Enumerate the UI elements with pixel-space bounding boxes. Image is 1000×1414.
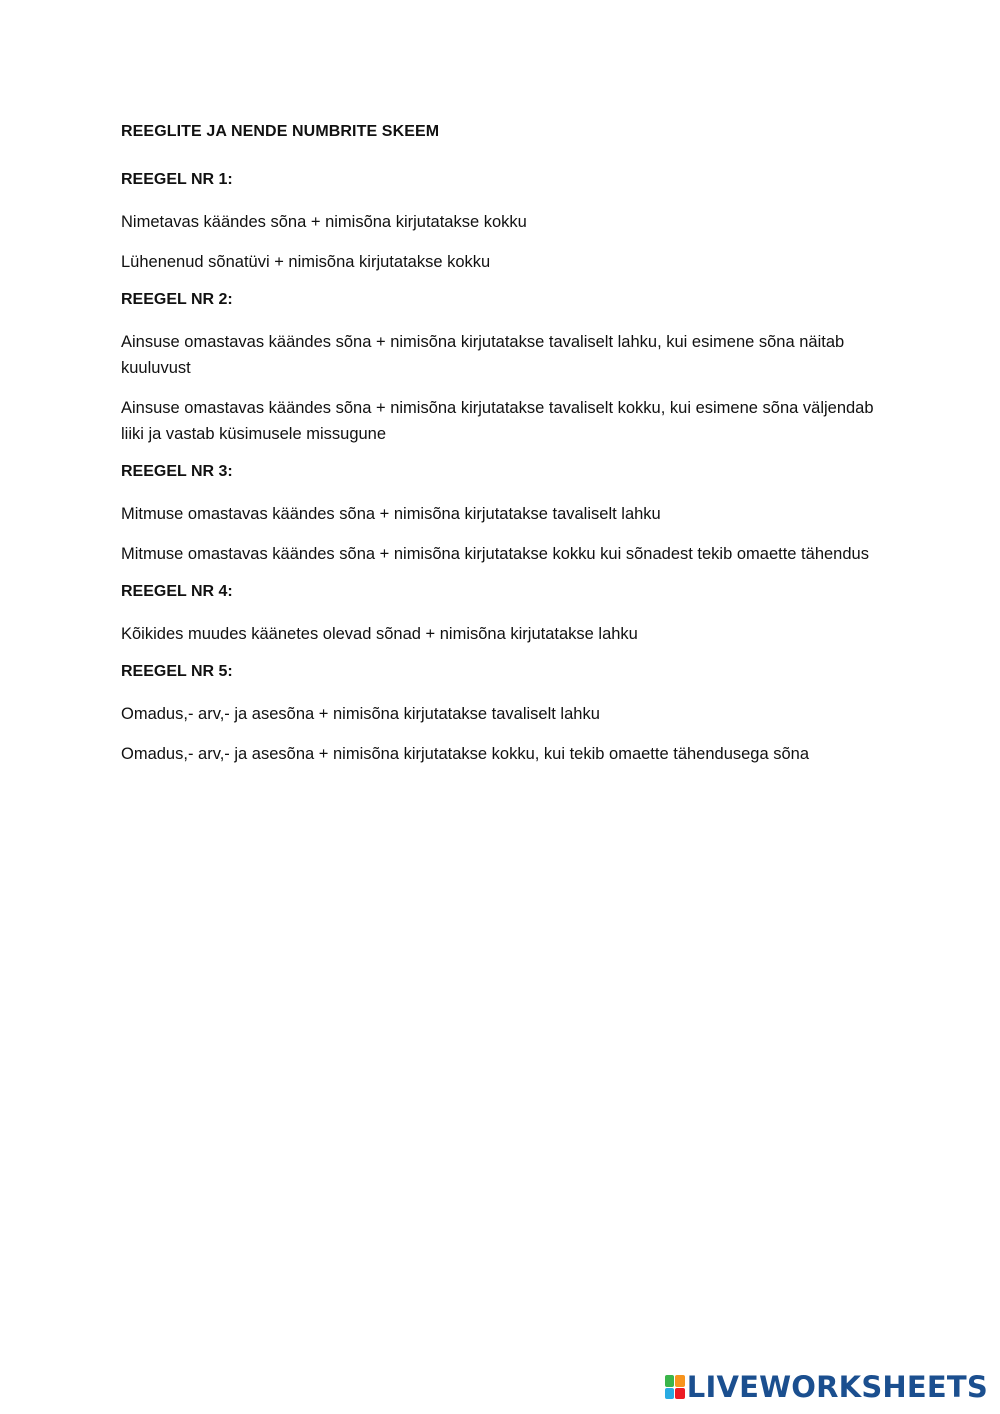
rule-heading: REEGEL NR 3:: [121, 463, 233, 480]
document-title: REEGLITE JA NENDE NUMBRITE SKEEM: [121, 123, 440, 140]
logo-square: [675, 1375, 685, 1387]
rule-heading: REEGEL NR 5:: [121, 663, 233, 680]
logo-text: LIVEWORKSHEETS: [686, 1370, 988, 1404]
rule-section-2: [121, 289, 881, 447]
logo-square: [675, 1388, 685, 1400]
rule-text: Mitmuse omastavas käändes sõna + nimisõna kirjutatakse tavaliselt lahku: [121, 505, 661, 523]
document-page: [121, 121, 881, 781]
rule-heading: REEGEL NR 2:: [121, 291, 233, 308]
liveworksheets-logo-icon: [665, 1375, 685, 1399]
rule-section-1: [121, 169, 881, 275]
logo-square: [665, 1388, 675, 1400]
rule-heading: REEGEL NR 1:: [121, 171, 233, 188]
rule-text: Omadus,- arv,- ja asesõna + nimisõna kirjutatakse tavaliselt lahku: [121, 705, 600, 723]
rule-section-5: [121, 661, 881, 767]
rule-heading: REEGEL NR 4:: [121, 583, 233, 600]
logo-square: [665, 1375, 675, 1387]
rule-section-4: [121, 581, 881, 647]
rule-text: Ainsuse omastavas käändes sõna + nimisõna kirjutatakse tavaliselt kokku, kui esimene sõna väljendab liiki ja vastab küsimusele missugune: [121, 399, 874, 443]
rule-section-3: [121, 461, 881, 567]
rule-text: Mitmuse omastavas käändes sõna + nimisõna kirjutatakse kokku kui sõnadest tekib omaette tähendus: [121, 545, 869, 563]
rule-text: Ainsuse omastavas käändes sõna + nimisõna kirjutatakse tavaliselt lahku, kui esimene sõna näitab kuuluvust: [121, 333, 845, 377]
liveworksheets-logo[interactable]: [665, 1370, 988, 1404]
rule-text: Omadus,- arv,- ja asesõna + nimisõna kirjutatakse kokku, kui tekib omaette tähendusega sõna: [121, 745, 810, 763]
rule-text: Lühenenud sõnatüvi + nimisõna kirjutatakse kokku: [121, 253, 491, 271]
rule-text: Kõikides muudes käänetes olevad sõnad + nimisõna kirjutatakse lahku: [121, 625, 638, 643]
rule-text: Nimetavas käändes sõna + nimisõna kirjutatakse kokku: [121, 213, 527, 231]
